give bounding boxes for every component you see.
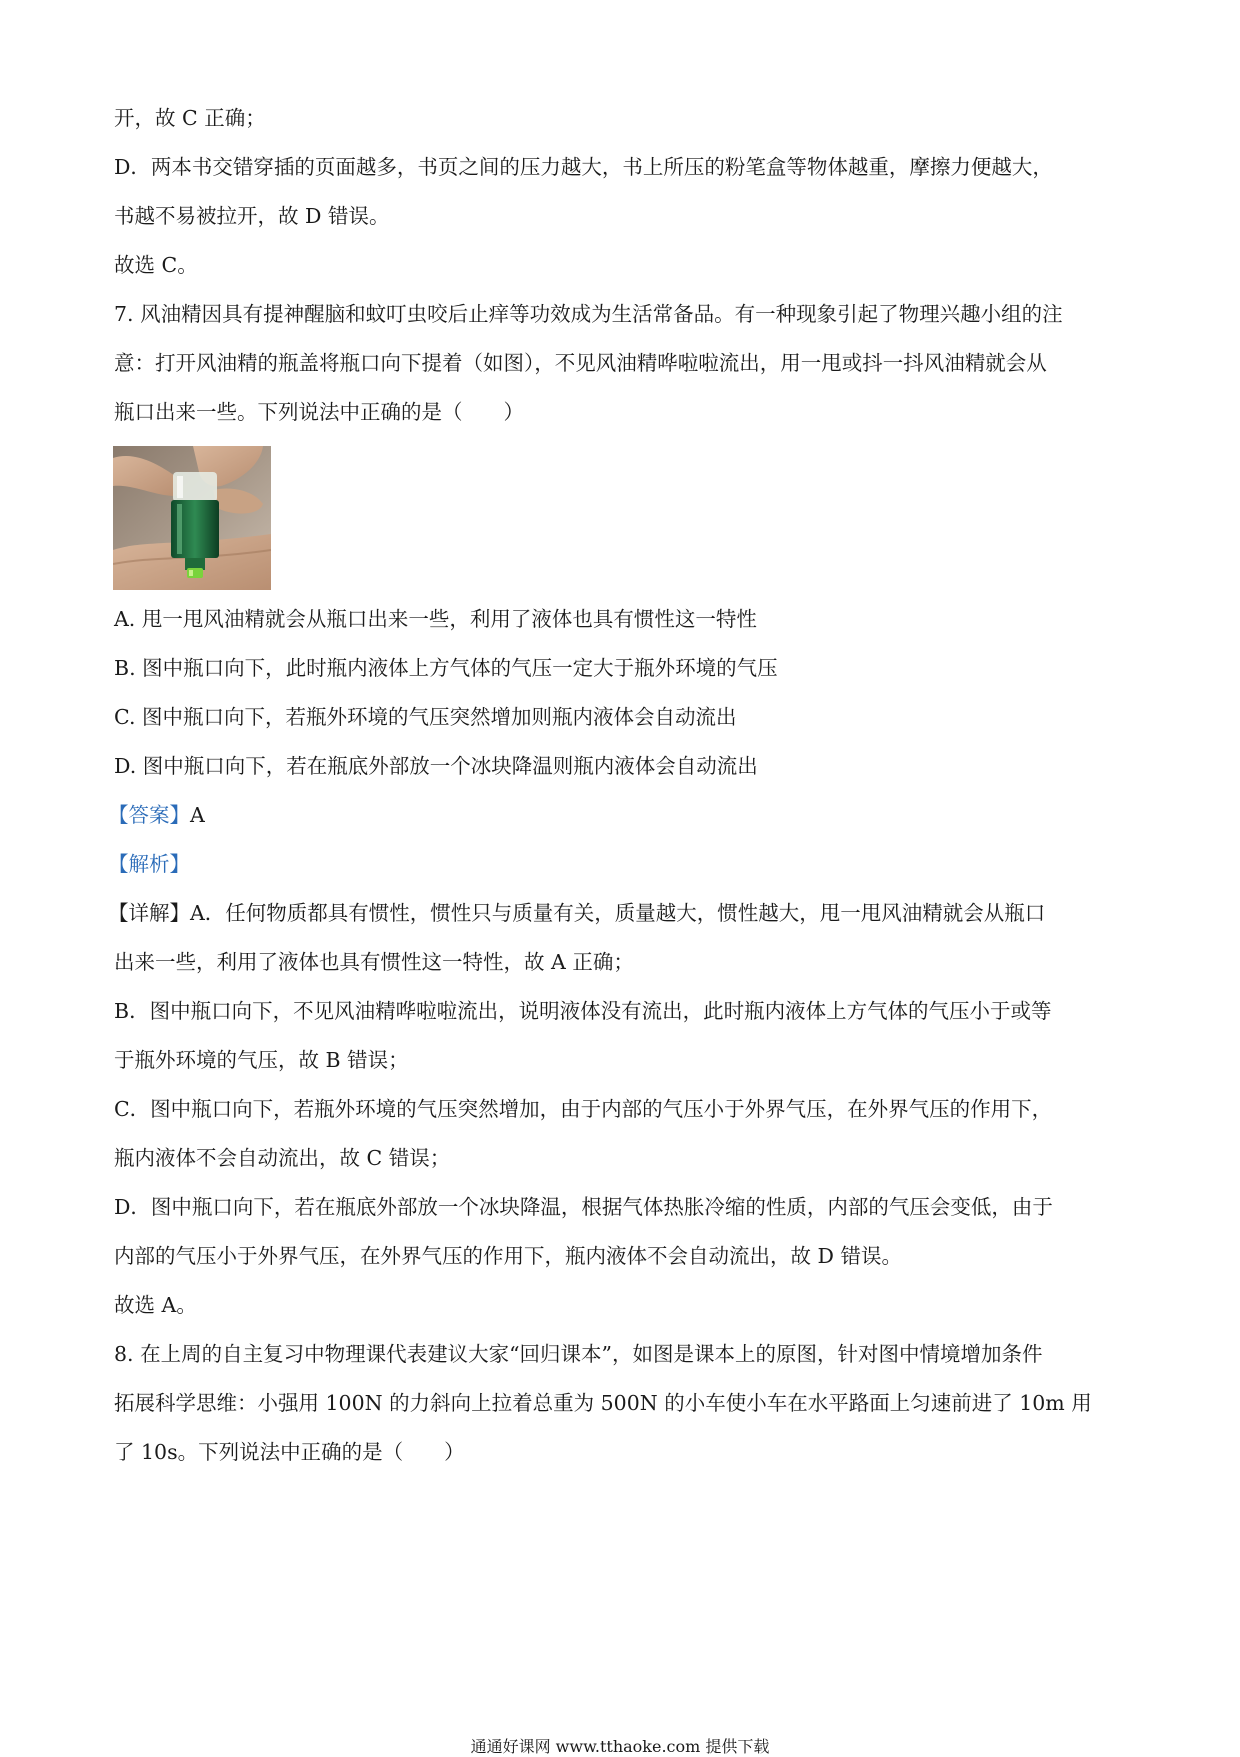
detail-line: 瓶内液体不会自动流出，故 C 错误； [114, 1146, 451, 1170]
detail-line: 内部的气压小于外界气压，在外界气压的作用下，瓶内液体不会自动流出，故 D 错误。 [114, 1244, 902, 1268]
detail-line: D．图中瓶口向下，若在瓶底外部放一个冰块降温，根据气体热胀冷缩的性质，内部的气压会变低，由于 [114, 1195, 1053, 1219]
question-7-line: 瓶口出来一些。下列说法中正确的是（ ） [114, 400, 524, 424]
detail-line: 故选 A。 [114, 1293, 197, 1317]
answer-label: 【答案】 [108, 803, 190, 827]
answer-value: A [190, 803, 205, 827]
text-line: 故选 C。 [114, 253, 198, 277]
detail-text: A．任何物质都具有惯性，惯性只与质量有关，质量越大，惯性越大，甩一甩风油精就会从瓶口 [190, 901, 1046, 925]
option-d: D. 图中瓶口向下，若在瓶底外部放一个冰块降温则瓶内液体会自动流出 [114, 754, 758, 778]
answer-line [108, 801, 205, 829]
detail-line: B．图中瓶口向下，不见风油精哗啦啦流出，说明液体没有流出，此时瓶内液体上方气体的气压小于或等 [114, 999, 1052, 1023]
detail-line [108, 899, 1045, 927]
question-8-line: 了 10s。下列说法中正确的是（ ） [114, 1440, 465, 1464]
option-a: A. 甩一甩风油精就会从瓶口出来一些，利用了液体也具有惯性这一特性 [114, 607, 757, 631]
detail-line: 出来一些，利用了液体也具有惯性这一特性，故 A 正确； [114, 950, 634, 974]
text-line: 开，故 C 正确； [114, 106, 266, 130]
page-footer: 通通好课网 www.tthaoke.com 提供下载 [470, 1737, 770, 1756]
question-8-line: 拓展科学思维：小强用 100N 的力斜向上拉着总重为 500N 的小车使小车在水平路面上匀速前进了 10m 用 [114, 1391, 1092, 1415]
balm-bottle-photo [113, 446, 271, 590]
analysis-line [108, 850, 190, 878]
detail-label: 【详解】 [108, 901, 190, 925]
analysis-label: 【解析】 [108, 852, 190, 876]
detail-line: C．图中瓶口向下，若瓶外环境的气压突然增加，由于内部的气压小于外界气压，在外界气压的作用下， [114, 1097, 1053, 1121]
option-b: B. 图中瓶口向下，此时瓶内液体上方气体的气压一定大于瓶外环境的气压 [114, 656, 778, 680]
text-line: D．两本书交错穿插的页面越多，书页之间的压力越大，书上所压的粉笔盒等物体越重，摩擦力便越大， [114, 155, 1053, 179]
detail-line: 于瓶外环境的气压，故 B 错误； [114, 1048, 409, 1072]
question-8-line: 8. 在上周的自主复习中物理课代表建议大家“回归课本”，如图是课本上的原图，针对图中情境增加条件 [114, 1342, 1043, 1366]
option-c: C. 图中瓶口向下，若瓶外环境的气压突然增加则瓶内液体会自动流出 [114, 705, 737, 729]
question-7-line: 7. 风油精因具有提神醒脑和蚊叮虫咬后止痒等功效成为生活常备品。有一种现象引起了物理兴趣小组的注 [114, 302, 1063, 326]
text-line: 书越不易被拉开，故 D 错误。 [114, 204, 390, 228]
question-7-line: 意：打开风油精的瓶盖将瓶口向下提着（如图），不见风油精哗啦啦流出，用一甩或抖一抖风油精就会从 [114, 351, 1047, 375]
